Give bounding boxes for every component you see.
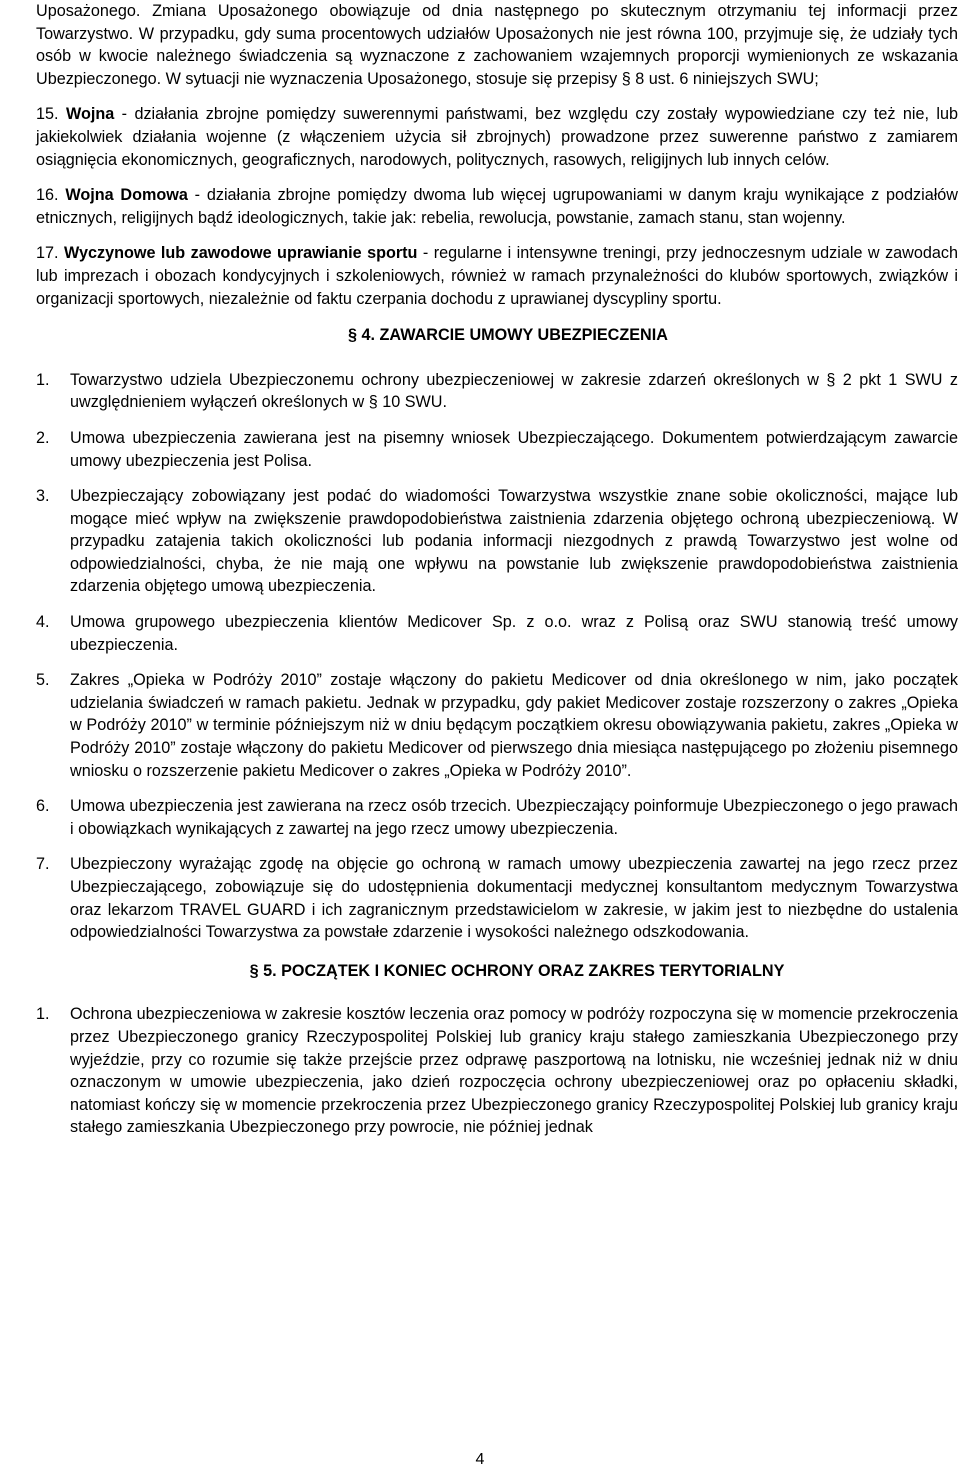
item-text: Umowa ubezpieczenia zawierana jest na pisemny wniosek Ubezpieczającego. Dokumentem potwierdzającym zawarcie umowy ubezpieczenia jest Polisa. xyxy=(70,428,958,470)
definition-text: - działania zbrojne pomiędzy dwoma lub więcej ugrupowaniami w danym kraju wynikające z podziałów etnicznych, religijnych bądź ideologicznych, takie jak: rebelia, rewolucja, powstanie, zamach stanu, stan wojenny. xyxy=(36,186,958,227)
item-text: Ubezpieczony wyrażając zgodę na objęcie go ochroną w ramach umowy ubezpieczenia zawartej na jego rzecz przez Ubezpieczającego, zobowiązuje się do udostępnienia dokumentacji medycznej konsultantom medycznym Towarzystwa oraz lekarzom TRAVEL GUARD i ich zagranicznym przedstawicielom w zakresie, w jakim jest to niezbędne do ustalenia odpowiedzialności Towarzystwa za powstałe zdarzenie i wysokości należnego odszkodowania. xyxy=(70,855,958,942)
list-item xyxy=(36,669,958,782)
item-text: Umowa ubezpieczenia jest zawierana na rzecz osób trzecich. Ubezpieczający poinformuje Ubezpieczonego o jego prawach i obowiązkach wynikających z zawartej na jego rzecz umowy ubezpieczenia. xyxy=(70,797,958,838)
section-4-list xyxy=(36,369,958,944)
item-number: 7. xyxy=(36,855,50,874)
list-item xyxy=(36,485,958,598)
item-number: 2. xyxy=(36,428,50,447)
definition-number: 16. xyxy=(36,186,59,205)
item-number: 1. xyxy=(36,370,50,389)
list-item xyxy=(36,611,958,656)
definition-number: 15. xyxy=(36,105,59,124)
item-text: Umowa grupowego ubezpieczenia klientów Medicover Sp. z o.o. wraz z Polisą oraz SWU stanowią treść umowy ubezpieczenia. xyxy=(70,613,958,654)
list-item xyxy=(36,1003,958,1139)
section-5-heading: § 5. POCZĄTEK I KONIEC OCHRONY ORAZ ZAKRES TERYTORIALNY xyxy=(249,961,785,980)
list-item xyxy=(36,795,958,840)
item-number: 5. xyxy=(36,671,50,690)
definition-17 xyxy=(36,242,958,310)
item-text: Towarzystwo udziela Ubezpieczonemu ochrony ubezpieczeniowej w zakresie zdarzeń określonych w § 2 pkt 1 SWU z uwzględnieniem wyłączeń określonych w § 10 SWU. xyxy=(70,370,958,412)
item-text: Ubezpieczający zobowiązany jest podać do wiadomości Towarzystwa wszystkie znane sobie okoliczności, mające lub mogące mieć wpływ na zwiększenie prawdopodobieństwa zaistnienia zdarzenia objętego ochroną ubezpieczeniową. W przypadku zatajenia takich okoliczności lub podania informacji niezgodnych z prawdą Towarzystwo jest wolne od odpowiedzialności, chyba, że nie mają one wpływu na powstanie lub zwiększenie prawdopodobieństwa zaistnienia zdarzenia objętego umową ubezpieczenia. xyxy=(70,487,958,596)
item-text: Ochrona ubezpieczeniowa w zakresie kosztów leczenia oraz pomocy w podróży rozpoczyna się w momencie przekroczenia przez Ubezpieczonego granicy Rzeczypospolitej Polskiej lub granicy kraju stałego zamieszkania Ubezpieczonego przy wyjeździe, przy co rozumie się także przejście przez odprawę paszportową na lotnisku, nie wcześniej jednak niż w dniu oznaczonym w umowie ubezpieczenia, jako dzień rozpoczęcia ochrony ubezpieczeniowej oraz po opłaceniu składki, natomiast kończy się w momencie przekroczenia przez Ubezpieczonego granicy Rzeczypospolitej Polskiej lub granicy kraju stałego zamieszkania Ubezpieczonego przy powrocie, nie później jednak xyxy=(70,1005,958,1137)
intro-paragraph: Uposażonego. Zmiana Uposażonego obowiązuje od dnia następnego po skutecznym otrzymaniu tej informacji przez Towarzystwo. W przypadku, gdy suma procentowych udziałów Uposażonych nie jest równa 100, przyjmuje się, że udziały tych osób w kwocie należnego świadczenia są wyznaczone z zachowaniem wzajemnych proporcji wymienionych ze wskazania Ubezpieczonego. W sytuacji nie wyznaczenia Uposażonego, stosuje się przepisy § 8 ust. 6 niniejszych SWU; xyxy=(36,2,958,88)
list-item xyxy=(36,427,958,472)
section-4-heading: § 4. ZAWARCIE UMOWY UBEZPIECZENIA xyxy=(348,326,668,345)
definition-text: - działania zbrojne pomiędzy suwerennymi państwami, bez względu czy zostały wypowiedziane czy też nie, lub jakiekolwiek działania wojenne (z włączeniem użycia sił zbrojnych) prowadzone przez suwerenne państwo z zamiarem osiągnięcia ekonomicznych, geograficznych, narodowych, politycznych, rasowych, religijnych lub innych celów. xyxy=(36,105,959,169)
item-number: 3. xyxy=(36,487,50,506)
definition-number: 17. xyxy=(36,244,59,263)
definition-term: Wojna Domowa xyxy=(65,186,188,205)
item-number: 1. xyxy=(36,1005,50,1024)
document-page xyxy=(36,0,958,1152)
item-number: 6. xyxy=(36,797,50,816)
section-5-list xyxy=(36,1003,958,1139)
page-number: 4 xyxy=(475,1451,485,1468)
item-number: 4. xyxy=(36,613,50,632)
definition-term: Wojna xyxy=(65,105,115,124)
list-item xyxy=(36,369,958,414)
definition-16 xyxy=(36,184,958,229)
item-text: Zakres „Opieka w Podróży 2010” zostaje włączony do pakietu Medicover od dnia określonego w nim, jako początek udzielania świadczeń w ramach pakietu. Jednak w przypadku, gdy pakiet Medicover zostaje rozszerzony o zakres „Opieka w Podróży 2010” w terminie późniejszym niż w dniu będącym początkiem okresu obowiązywania pakietu, zakres „Opieka w Podróży 2010” zostaje włączony do pakietu Medicover od pierwszego dnia miesiąca następującego po złożeniu pisemnego wniosku o rozszerzenie pakietu Medicover o zakres „Opieka w Podróży 2010”. xyxy=(70,671,958,780)
definition-term: Wyczynowe lub zawodowe uprawianie sportu xyxy=(63,244,418,263)
definition-text: - regularne i intensywne treningi, przy jednoczesnym udziale w zawodach lub imprezach i obozach kondycyjnych i szkoleniowych, również w ramach przynależności do klubów sportowych, związków i organizacji sportowych, niezależnie od faktu czerpania dochodu z uprawianej dyscypliny sportu. xyxy=(36,244,958,308)
definition-15 xyxy=(36,103,958,171)
list-item xyxy=(36,853,958,943)
